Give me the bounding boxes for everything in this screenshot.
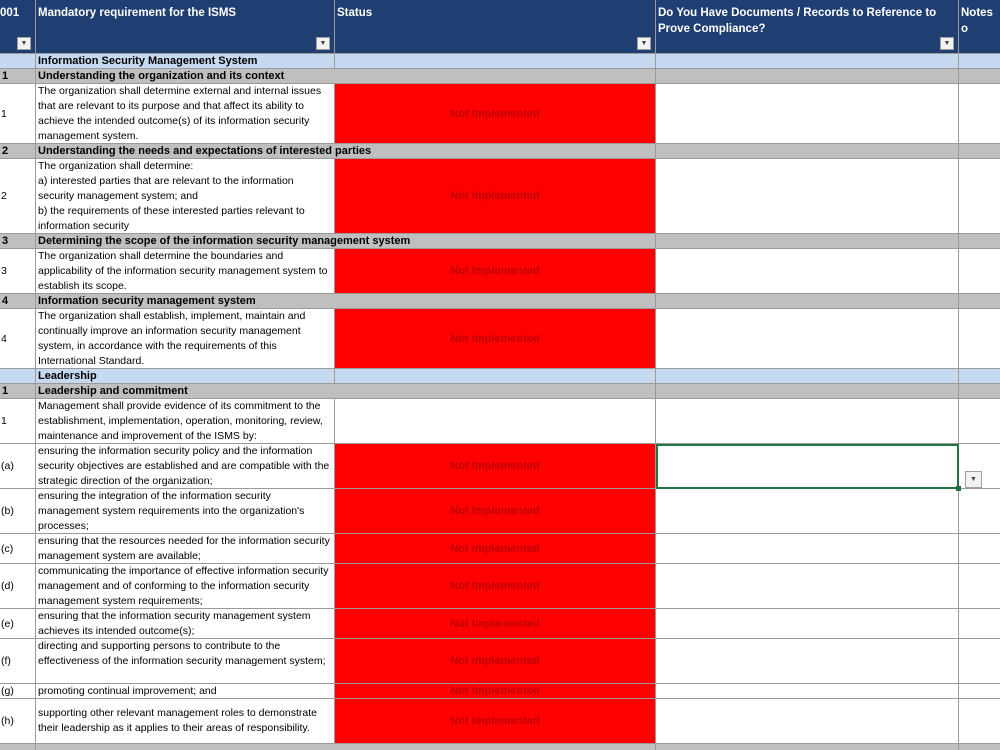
requirement-text[interactable]: ensuring that the information security management system achieves its intended outcome(s);: [36, 609, 335, 639]
requirement-text[interactable]: directing and supporting persons to contribute to the effectiveness of the information security management system;: [36, 639, 335, 684]
notes-cell[interactable]: [959, 399, 1000, 444]
requirement-row: [0, 489, 1000, 534]
requirement-text[interactable]: The organization shall determine the boundaries and applicability of the information security management system to establish its scope.: [36, 249, 335, 294]
row-id-cell[interactable]: (c): [0, 534, 36, 564]
header-cell-notes[interactable]: [959, 0, 1000, 54]
requirement-text[interactable]: The organization shall determine external and internal issues that are relevant to its purpose and that affect its ability to achieve the intended outcome(s) of its information security management system.: [36, 84, 335, 144]
row-id-cell[interactable]: (g): [0, 684, 36, 699]
requirement-text[interactable]: ensuring the information security policy and the information security objectives are established and are compatible with the strategic direction of the organization;: [36, 444, 335, 489]
notes-cell[interactable]: [959, 84, 1000, 144]
notes-cell[interactable]: [959, 384, 1000, 399]
filter-dropdown-icon[interactable]: ▼: [637, 37, 651, 50]
notes-cell[interactable]: [959, 684, 1000, 699]
subsection-row: [0, 69, 1000, 84]
section-title[interactable]: Information Security Management System: [36, 54, 335, 69]
requirement-row: [0, 444, 1000, 489]
notes-cell[interactable]: [959, 159, 1000, 234]
subsection-title[interactable]: [36, 744, 656, 750]
header-cell-id[interactable]: [0, 0, 36, 54]
documents-cell[interactable]: [656, 639, 959, 684]
section-title[interactable]: Leadership: [36, 369, 335, 384]
header-cell-status[interactable]: [335, 0, 656, 54]
requirement-row: [0, 639, 1000, 684]
status-cell[interactable]: Not Implemented: [335, 309, 656, 369]
requirement-row: [0, 684, 1000, 699]
requirement-text[interactable]: ensuring the integration of the information security management system requirements into the organization's processes;: [36, 489, 335, 534]
notes-cell[interactable]: [959, 234, 1000, 249]
header-notes-label: Notes o: [961, 7, 993, 35]
header-documents-label: Do You Have Documents / Records to Reference to Prove Compliance?: [658, 7, 937, 35]
subsection-row: [0, 384, 1000, 399]
row-id-cell[interactable]: (d): [0, 564, 36, 609]
subsection-row: [0, 144, 1000, 159]
documents-cell[interactable]: [656, 609, 959, 639]
documents-cell[interactable]: [656, 69, 959, 84]
status-cell[interactable]: [335, 54, 656, 69]
header-status-label: Status: [337, 7, 373, 19]
requirement-text[interactable]: communicating the importance of effective information security management and of conforming to the information security management system requirements;: [36, 564, 335, 609]
notes-cell[interactable]: [959, 69, 1000, 84]
status-cell[interactable]: Not Implemented: [335, 684, 656, 699]
subsection-row: [0, 294, 1000, 309]
documents-cell[interactable]: [656, 294, 959, 309]
documents-cell[interactable]: [656, 369, 959, 384]
documents-cell[interactable]: [656, 144, 959, 159]
requirement-row: [0, 564, 1000, 609]
documents-cell[interactable]: [656, 84, 959, 144]
row-id-cell[interactable]: 1: [0, 384, 36, 399]
row-id-cell[interactable]: 2: [0, 144, 36, 159]
requirement-text[interactable]: promoting continual improvement; and: [36, 684, 335, 699]
row-id-cell[interactable]: (e): [0, 609, 36, 639]
status-cell[interactable]: Not Implemented: [335, 249, 656, 294]
status-cell[interactable]: [335, 399, 656, 444]
documents-cell[interactable]: [656, 744, 959, 750]
requirement-text[interactable]: The organization shall determine: a) interested parties that are relevant to the information security management system; and b) the requirements of these interested parties relevant to information security: [36, 159, 335, 234]
documents-cell[interactable]: [656, 399, 959, 444]
status-cell[interactable]: Not Implemented: [335, 159, 656, 234]
row-id-cell[interactable]: 3: [0, 249, 36, 294]
documents-cell[interactable]: [656, 159, 959, 234]
status-cell[interactable]: Not Implemented: [335, 564, 656, 609]
documents-cell[interactable]: [656, 54, 959, 69]
subsection-title[interactable]: Determining the scope of the information security management system: [36, 234, 656, 249]
notes-cell[interactable]: [959, 609, 1000, 639]
subsection-row: [0, 234, 1000, 249]
notes-cell[interactable]: [959, 144, 1000, 159]
row-id-cell[interactable]: (f): [0, 639, 36, 684]
status-cell[interactable]: Not Implemented: [335, 609, 656, 639]
documents-cell[interactable]: [656, 699, 959, 744]
requirement-row: [0, 699, 1000, 744]
row-id-cell[interactable]: [0, 744, 36, 750]
requirement-row: [0, 309, 1000, 369]
row-id-cell[interactable]: 1: [0, 84, 36, 144]
row-id-cell[interactable]: 1: [0, 399, 36, 444]
header-cell-documents[interactable]: [656, 0, 959, 54]
notes-cell[interactable]: [959, 564, 1000, 609]
documents-cell[interactable]: [656, 534, 959, 564]
row-id-cell[interactable]: (h): [0, 699, 36, 744]
documents-cell[interactable]: [656, 684, 959, 699]
subsection-title[interactable]: Leadership and commitment: [36, 384, 656, 399]
requirement-row: [0, 159, 1000, 234]
requirement-row: [0, 534, 1000, 564]
header-id-label: 001: [0, 7, 20, 19]
row-id-cell[interactable]: 3: [0, 234, 36, 249]
documents-cell[interactable]: [656, 384, 959, 399]
status-cell[interactable]: Not Implemented: [335, 444, 656, 489]
notes-cell[interactable]: [959, 54, 1000, 69]
notes-cell[interactable]: [959, 699, 1000, 744]
notes-cell[interactable]: [959, 639, 1000, 684]
documents-cell[interactable]: [656, 309, 959, 369]
section-row: [0, 54, 1000, 69]
notes-cell[interactable]: [959, 534, 1000, 564]
requirement-text[interactable]: supporting other relevant management roles to demonstrate their leadership as it applies to their areas of responsibility.: [36, 699, 335, 744]
status-cell[interactable]: Not Implemented: [335, 84, 656, 144]
requirement-row: [0, 249, 1000, 294]
status-cell[interactable]: Not Implemented: [335, 639, 656, 684]
notes-cell[interactable]: [959, 489, 1000, 534]
notes-cell[interactable]: [959, 294, 1000, 309]
row-id-cell[interactable]: 4: [0, 294, 36, 309]
subsection-title[interactable]: Understanding the needs and expectations of interested parties: [36, 144, 656, 159]
documents-cell[interactable]: [656, 249, 959, 294]
subsection-row-partial: [0, 744, 1000, 750]
status-cell[interactable]: Not Implemented: [335, 534, 656, 564]
notes-cell[interactable]: [959, 309, 1000, 369]
documents-cell-selected[interactable]: [656, 444, 977, 489]
row-id-cell[interactable]: (b): [0, 489, 36, 534]
notes-cell[interactable]: [959, 249, 1000, 294]
subsection-title[interactable]: Understanding the organization and its context: [36, 69, 656, 84]
row-id-cell[interactable]: (a): [0, 444, 36, 489]
requirement-text[interactable]: The organization shall establish, implement, maintain and continually improve an information security management system, in accordance with the requirements of this International Standard.: [36, 309, 335, 369]
filter-dropdown-icon[interactable]: ▼: [316, 37, 330, 50]
filter-dropdown-icon[interactable]: ▼: [17, 37, 31, 50]
filter-dropdown-icon[interactable]: ▼: [940, 37, 954, 50]
documents-cell[interactable]: [656, 234, 959, 249]
row-id-cell[interactable]: [0, 369, 36, 384]
row-id-cell[interactable]: 2: [0, 159, 36, 234]
requirement-text[interactable]: ensuring that the resources needed for the information security management system are available;: [36, 534, 335, 564]
section-row: [0, 369, 1000, 384]
header-requirement-label: Mandatory requirement for the ISMS: [38, 7, 237, 19]
notes-cell[interactable]: [959, 744, 1000, 750]
status-cell[interactable]: Not Implemented: [335, 489, 656, 534]
requirement-row: [0, 84, 1000, 144]
requirement-text[interactable]: Management shall provide evidence of its commitment to the establishment, implementation, operation, monitoring, review, maintenance and improvement of the ISMS by:: [36, 399, 335, 444]
notes-cell[interactable]: [959, 369, 1000, 384]
documents-cell[interactable]: [656, 489, 959, 534]
status-cell[interactable]: [335, 369, 656, 384]
cell-dropdown-icon[interactable]: ▼: [965, 471, 982, 488]
row-id-cell[interactable]: 4: [0, 309, 36, 369]
fill-handle[interactable]: [956, 486, 961, 491]
row-id-cell[interactable]: [0, 54, 36, 69]
requirement-row: [0, 609, 1000, 639]
status-cell[interactable]: Not Implemented: [335, 699, 656, 744]
header-cell-requirement[interactable]: [36, 0, 335, 54]
subsection-title[interactable]: Information security management system: [36, 294, 656, 309]
documents-cell[interactable]: [656, 564, 959, 609]
row-id-cell[interactable]: 1: [0, 69, 36, 84]
header-row: [0, 0, 1000, 54]
requirement-row: [0, 399, 1000, 444]
